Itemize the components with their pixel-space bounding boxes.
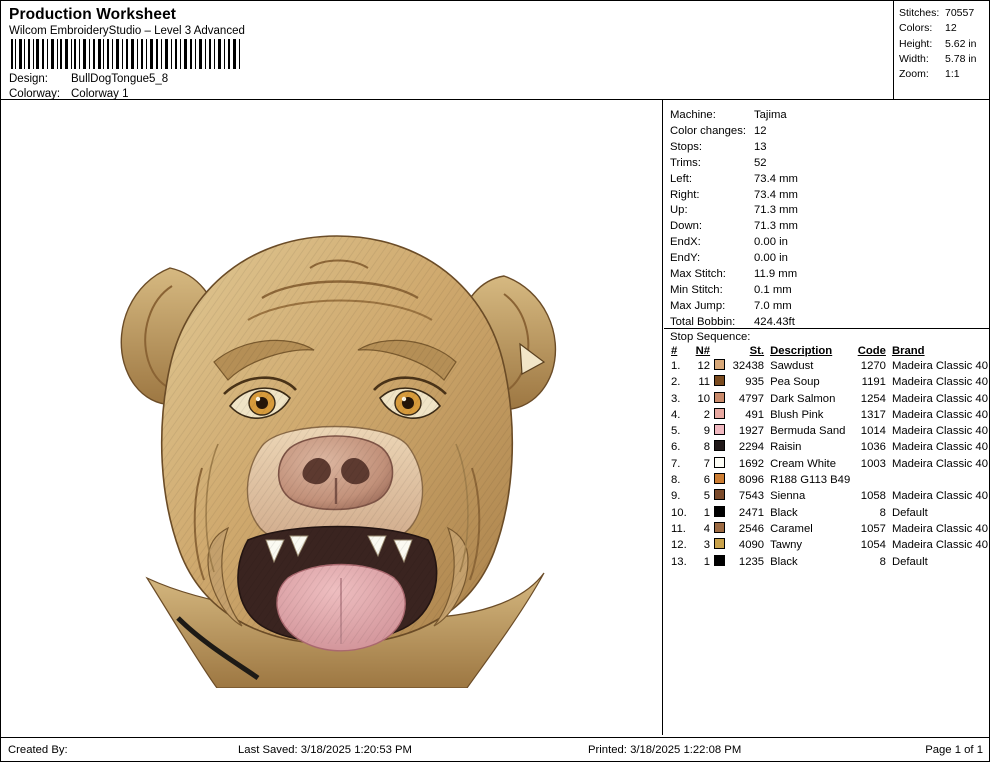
info-trims-label: Trims: (670, 156, 701, 169)
worksheet-footer (1, 737, 990, 762)
table-row (668, 391, 990, 407)
row-code: 8 (879, 555, 886, 568)
table-row (668, 554, 990, 570)
worksheet-header (1, 1, 990, 100)
summary-zoom-label: Zoom: (899, 68, 929, 81)
row-index: 2. (671, 376, 681, 389)
row-code: 1057 (860, 522, 886, 535)
row-swatch-cell (713, 472, 726, 488)
row-brand: Madeira Classic 40 (891, 522, 988, 535)
summary-width-value: 5.78 in (945, 52, 977, 65)
row-code: 8 (879, 506, 886, 519)
row-description: Tawny (770, 539, 803, 552)
stop-sequence-table (668, 345, 990, 570)
row-brand: Madeira Classic 40 (891, 457, 988, 470)
info-up-value: 71.3 mm (754, 204, 798, 217)
row-index: 9. (671, 490, 681, 503)
table-row (668, 439, 990, 455)
footer-printed: Printed: 3/18/2025 1:22:08 PM (588, 744, 742, 756)
table-row (668, 472, 990, 488)
info-max-jump-label: Max Jump: (670, 299, 726, 312)
row-code: 1054 (860, 539, 886, 552)
info-total-bobbin-value: 424.43ft (754, 315, 795, 328)
row-description: Dark Salmon (770, 392, 836, 405)
info-max-jump-value: 7.0 mm (754, 299, 792, 312)
row-swatch-cell (713, 521, 726, 537)
color-swatch-icon (714, 440, 725, 451)
row-swatch-cell (713, 358, 726, 374)
row-swatch-cell (713, 374, 726, 390)
info-endx (670, 235, 990, 251)
row-stitches: 491 (745, 408, 765, 421)
row-brand: Madeira Classic 40 (891, 392, 988, 405)
table-row (668, 374, 990, 390)
summary-colors (899, 21, 987, 36)
page-title: Production Worksheet (9, 6, 177, 23)
summary-height (899, 37, 987, 52)
barcode-icon (9, 39, 241, 69)
row-stitches: 2546 (738, 522, 765, 535)
row-needle: 1 (703, 506, 711, 519)
row-stitches: 1927 (738, 425, 765, 438)
row-index: 13. (671, 555, 687, 568)
info-left-label: Left: (670, 172, 692, 185)
row-brand: Default (891, 506, 928, 519)
info-endx-label: EndX: (670, 236, 701, 249)
summary-colors-value: 12 (945, 22, 957, 35)
color-swatch-icon (714, 392, 725, 403)
info-trims (670, 156, 990, 172)
row-brand: Madeira Classic 40 (891, 490, 988, 503)
row-index: 4. (671, 408, 681, 421)
row-brand (889, 472, 990, 488)
info-up-label: Up: (670, 204, 688, 217)
row-brand: Madeira Classic 40 (891, 408, 988, 421)
row-code: 1014 (860, 425, 886, 438)
info-min-stitch-label: Min Stitch: (670, 283, 723, 296)
info-stops (670, 140, 990, 156)
row-needle: 9 (703, 425, 711, 438)
info-right (670, 188, 990, 204)
machine-info-list (664, 100, 990, 329)
info-endy-label: EndY: (670, 252, 701, 265)
info-right-label: Right: (670, 188, 700, 201)
color-swatch-icon (714, 522, 725, 533)
info-down (670, 219, 990, 235)
row-code: 1058 (860, 490, 886, 503)
software-subtitle: Wilcom EmbroideryStudio – Level 3 Advanced (9, 25, 245, 37)
row-swatch-cell (713, 505, 726, 521)
footer-created-by: Created By: (8, 744, 68, 756)
row-stitches: 2471 (738, 506, 765, 519)
row-stitches: 8096 (738, 474, 765, 487)
colorway-value: Colorway 1 (71, 88, 129, 100)
col-stitches: St. (749, 345, 765, 357)
row-brand: Madeira Classic 40 (891, 441, 988, 454)
color-swatch-icon (714, 555, 725, 566)
row-swatch-cell (713, 456, 726, 472)
info-color-changes-value: 12 (754, 124, 767, 137)
row-stitches: 4090 (738, 539, 765, 552)
row-stitches: 4797 (738, 392, 765, 405)
info-trims-value: 52 (754, 156, 767, 169)
color-swatch-icon (714, 457, 725, 468)
row-index: 8. (671, 474, 681, 487)
row-stitches: 1235 (738, 555, 765, 568)
row-needle: 2 (703, 408, 711, 421)
summary-zoom-value: 1:1 (945, 68, 960, 81)
info-right-value: 73.4 mm (754, 188, 798, 201)
row-stitches: 7543 (738, 490, 765, 503)
summary-stitches-label: Stitches: (899, 7, 940, 19)
row-needle: 1 (703, 555, 711, 568)
row-index: 12. (671, 539, 687, 552)
info-endy-value: 0.00 in (754, 252, 788, 265)
col-index: # (671, 345, 678, 357)
row-index: 1. (671, 360, 681, 372)
summary-width (899, 52, 987, 67)
row-description: Sawdust (770, 360, 814, 372)
row-needle: 12 (697, 360, 711, 372)
summary-stitches (899, 6, 987, 21)
row-description: Cream White (770, 457, 836, 470)
row-stitches: 2294 (738, 441, 765, 454)
table-row (668, 456, 990, 472)
stop-sequence-body (668, 358, 990, 570)
stop-sequence-title: Stop Sequence: (670, 331, 751, 343)
info-down-label: Down: (670, 220, 703, 233)
design-preview-pane (1, 100, 663, 735)
col-swatch (713, 345, 726, 358)
info-max-stitch-value: 11.9 mm (754, 268, 798, 281)
row-code: 1254 (860, 392, 886, 405)
color-swatch-icon (714, 489, 725, 500)
machine-info-pane (664, 100, 990, 735)
row-stitches: 32438 (732, 360, 765, 372)
colorway-label: Colorway: (9, 88, 61, 100)
row-index: 11. (671, 522, 686, 535)
info-left (670, 172, 990, 188)
row-brand: Madeira Classic 40 (891, 360, 988, 372)
row-needle: 11 (698, 376, 711, 389)
design-value: BullDogTongue5_8 (71, 73, 169, 85)
summary-zoom (899, 67, 987, 82)
row-index: 10. (671, 506, 687, 519)
info-min-stitch (670, 283, 990, 299)
row-needle: 8 (703, 441, 711, 454)
table-header-row (668, 345, 990, 358)
row-needle: 10 (697, 392, 711, 405)
row-code (853, 472, 889, 488)
summary-width-label: Width: (899, 52, 929, 65)
color-swatch-icon (714, 506, 725, 517)
table-row (668, 488, 990, 504)
bulldog-artwork-icon (52, 148, 612, 688)
row-description: Black (770, 506, 798, 519)
row-swatch-cell (713, 554, 726, 570)
row-code: 1036 (860, 441, 886, 454)
table-row (668, 358, 990, 374)
row-needle: 6 (703, 474, 711, 487)
info-total-bobbin-label: Total Bobbin: (670, 315, 736, 328)
summary-height-value: 5.62 in (945, 37, 977, 50)
row-code: 1191 (861, 376, 886, 389)
info-stops-label: Stops: (670, 140, 703, 153)
info-stops-value: 13 (754, 140, 767, 153)
info-down-value: 71.3 mm (754, 220, 798, 233)
row-description: Sienna (770, 490, 806, 503)
row-description: Bermuda Sand (770, 425, 846, 438)
row-needle: 4 (703, 522, 711, 535)
row-code: 1003 (860, 457, 886, 470)
worksheet-body (1, 100, 990, 736)
info-max-stitch-label: Max Stitch: (670, 268, 726, 281)
design-row (9, 72, 885, 87)
row-brand: Default (891, 555, 928, 568)
row-description: Black (770, 555, 798, 568)
info-left-value: 73.4 mm (754, 172, 798, 185)
row-swatch-cell (713, 537, 726, 553)
info-min-stitch-value: 0.1 mm (754, 283, 792, 296)
info-machine-label: Machine: (670, 109, 716, 121)
row-swatch-cell (713, 391, 726, 407)
info-endy (670, 251, 990, 267)
table-row (668, 423, 990, 439)
row-swatch-cell (713, 407, 726, 423)
col-needle: N# (695, 345, 711, 357)
summary-height-label: Height: (899, 37, 933, 50)
row-index: 6. (671, 441, 681, 454)
color-swatch-icon (714, 473, 725, 484)
footer-page-number: Page 1 of 1 (925, 744, 983, 756)
row-index: 7. (671, 457, 681, 470)
table-row (668, 521, 990, 537)
info-machine-value: Tajima (754, 109, 787, 121)
design-label: Design: (9, 73, 48, 85)
row-needle: 5 (703, 490, 711, 503)
color-swatch-icon (714, 538, 725, 549)
row-description: Blush Pink (770, 408, 824, 421)
table-row (668, 407, 990, 423)
row-code: 1317 (860, 408, 886, 421)
row-description: Caramel (770, 522, 813, 535)
col-code: Code (857, 345, 886, 357)
table-row (668, 505, 990, 521)
row-brand: Madeira Classic 40 (891, 376, 988, 389)
row-swatch-cell (713, 423, 726, 439)
row-code: 1270 (860, 360, 886, 372)
row-needle: 7 (703, 457, 711, 470)
summary-stitches-value: 70557 (945, 7, 975, 19)
row-description: Pea Soup (770, 376, 820, 389)
row-stitches: 1692 (738, 457, 765, 470)
summary-colors-label: Colors: (899, 22, 933, 35)
info-machine (670, 108, 990, 124)
row-needle: 3 (703, 539, 711, 552)
col-description: Description (770, 345, 833, 357)
info-max-stitch (670, 267, 990, 283)
table-row (668, 537, 990, 553)
col-brand: Brand (891, 345, 925, 357)
color-swatch-icon (714, 408, 725, 419)
info-up (670, 203, 990, 219)
row-brand: Madeira Classic 40 (891, 539, 988, 552)
row-description: R188 G113 B49 (770, 474, 851, 487)
row-swatch-cell (713, 488, 726, 504)
footer-last-saved: Last Saved: 3/18/2025 1:20:53 PM (238, 744, 412, 756)
row-description: Raisin (770, 441, 802, 454)
row-stitches: 935 (745, 376, 765, 389)
row-swatch-cell (713, 439, 726, 455)
header-left-block (1, 1, 894, 99)
color-swatch-icon (714, 424, 725, 435)
info-color-changes-label: Color changes: (670, 124, 746, 137)
row-brand: Madeira Classic 40 (891, 425, 988, 438)
info-color-changes (670, 124, 990, 140)
summary-block (895, 1, 990, 99)
info-max-jump (670, 299, 990, 315)
bulldog-embroidery-design (52, 148, 612, 688)
info-endx-value: 0.00 in (754, 236, 788, 249)
row-index: 5. (671, 425, 681, 438)
row-index: 3. (671, 392, 681, 405)
color-swatch-icon (714, 375, 725, 386)
color-swatch-icon (714, 359, 725, 370)
